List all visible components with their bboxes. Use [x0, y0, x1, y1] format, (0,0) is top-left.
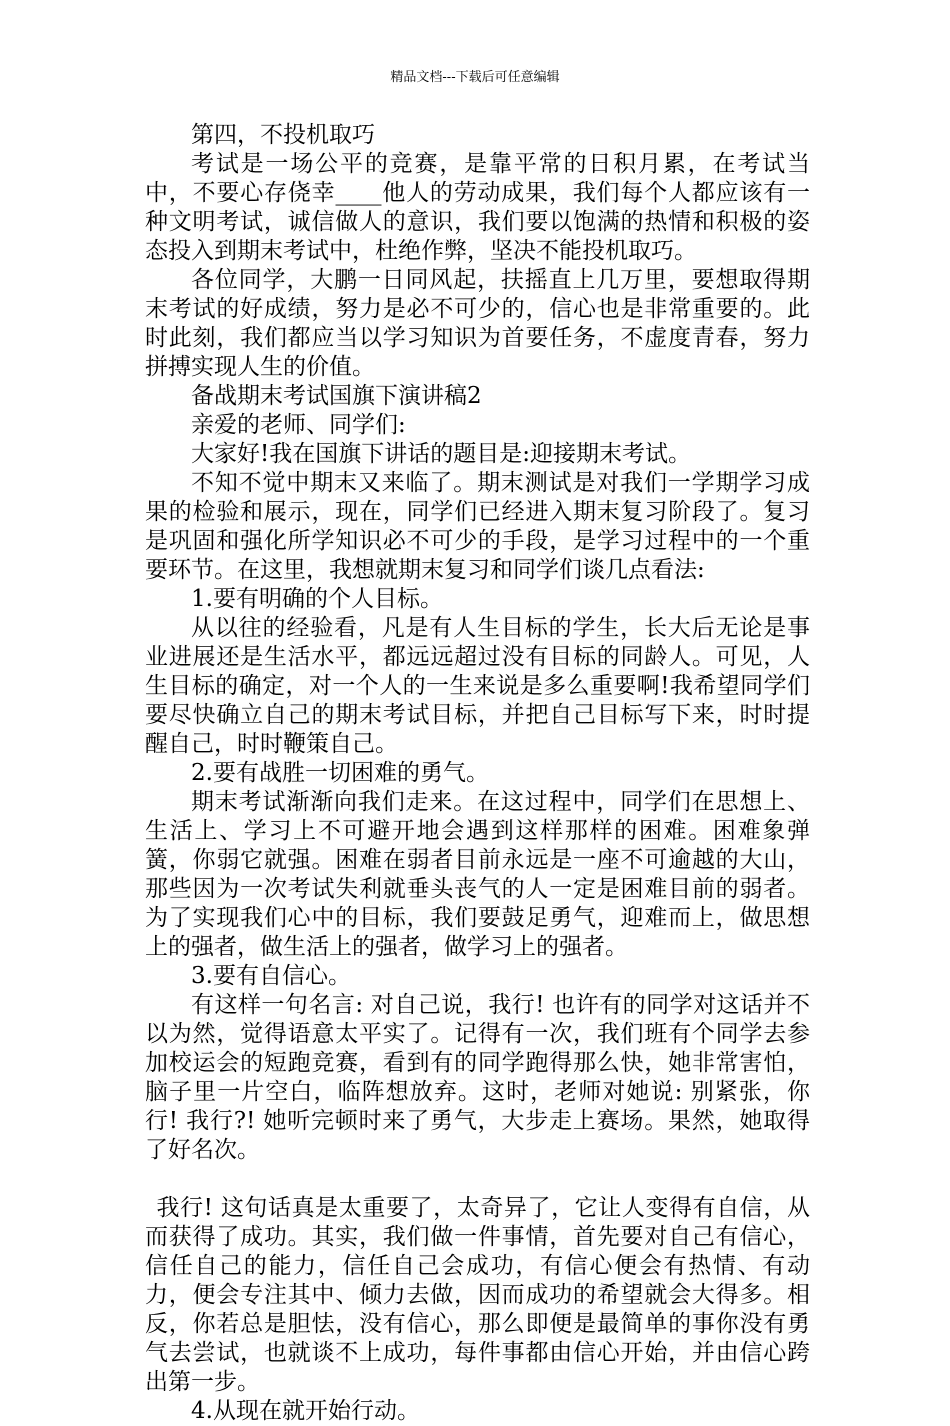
paragraph-gap [145, 1165, 810, 1194]
salutation: 亲爱的老师、同学们: [191, 412, 406, 438]
page-header: 精品文档---下载后可任意编辑 [390, 70, 560, 85]
point-heading: 3.要有自信心。 [191, 963, 351, 989]
section-heading: 第四，不投机取巧 [191, 122, 375, 148]
body-paragraph: 有这样一句名言: 对自己说，我行! 也许有的同学对这话并不以为然，觉得语意太平实了。记得有一次，我们班有个同学去参加校运会的短跑竞赛，看到有的同学跑得那么快，她非常害怕，脑子里一片空白，临阵想放弃。这时，老师对她说: 别紧张，你行! 我行?! 她听完顿时来了勇气，大步走上赛场。果然，她取得了好名次。 [145, 992, 810, 1163]
point-heading: 1.要有明确的个人目标。 [191, 586, 443, 612]
body-paragraph: 考试是一场公平的竞赛，是靠平常的日积月累，在考试当中，不要心存侥幸____他人的劳动成果，我们每个人都应该有一种文明考试，诚信做人的意识，我们要以饱满的热情和积极的姿态投入到期末考试中，杜绝作弊，坚决不能投机取巧。 [145, 151, 810, 264]
document-body [145, 121, 810, 1426]
body-paragraph: 从以往的经验看，凡是有人生目标的学生，长大后无论是事业进展还是生活水平，都远远超过没有目标的同龄人。可见，人生目标的确定，对一个人的一生来说是多么重要啊!我希望同学们要尽快确立自己的期末考试目标，并把自己目标写下来，时时提醒自己，时时鞭策自己。 [145, 615, 810, 757]
point-heading: 4.从现在就开始行动。 [191, 1398, 420, 1424]
body-paragraph: 不知不觉中期末又来临了。期末测试是对我们一学期学习成果的检验和展示，现在，同学们已经进入期末复习阶段了。复习是巩固和强化所学知识必不可少的手段，是学习过程中的一个重要环节。在这里，我想就期末复习和同学们谈几点看法: [145, 470, 810, 583]
body-paragraph: 各位同学，大鹏一日同风起，扶摇直上几万里，要想取得期末考试的好成绩，努力是必不可少的，信心也是非常重要的。此时此刻，我们都应当以学习知识为首要任务，不虚度青春，努力拼搏实现人生的价值。 [145, 267, 810, 380]
greeting: 大家好!我在国旗下讲话的题目是:迎接期末考试。 [191, 441, 691, 467]
body-paragraph: 期末考试渐渐向我们走来。在这过程中，同学们在思想上、生活上、学习上不可避开地会遇到这样那样的困难。困难象弹簧，你弱它就强。困难在弱者目前永远是一座不可逾越的大山，那些因为一次考试失利就垂头丧气的人一定是困难目前的弱者。为了实现我们心中的目标，我们要鼓足勇气，迎难而上，做思想上的强者，做生活上的强者，做学习上的强者。 [145, 789, 810, 960]
body-paragraph: 我行! 这句话真是太重要了，太奇异了，它让人变得有自信，从而获得了成功。其实，我们做一件事情，首先要对自己有信心，信任自己的能力，信任自己会成功，有信心便会有热情、有动力，便会专注其中、倾力去做，因而成功的希望就会大得多。相反，你若总是胆怯，没有信心，那么即便是最简单的事你没有勇气去尝试，也就谈不上成功，每件事都由信心开始，并由信心跨出第一步。 [145, 1195, 810, 1395]
point-heading: 2.要有战胜一切困难的勇气。 [191, 760, 489, 786]
speech-title: 备战期末考试国旗下演讲稿2 [191, 383, 482, 409]
